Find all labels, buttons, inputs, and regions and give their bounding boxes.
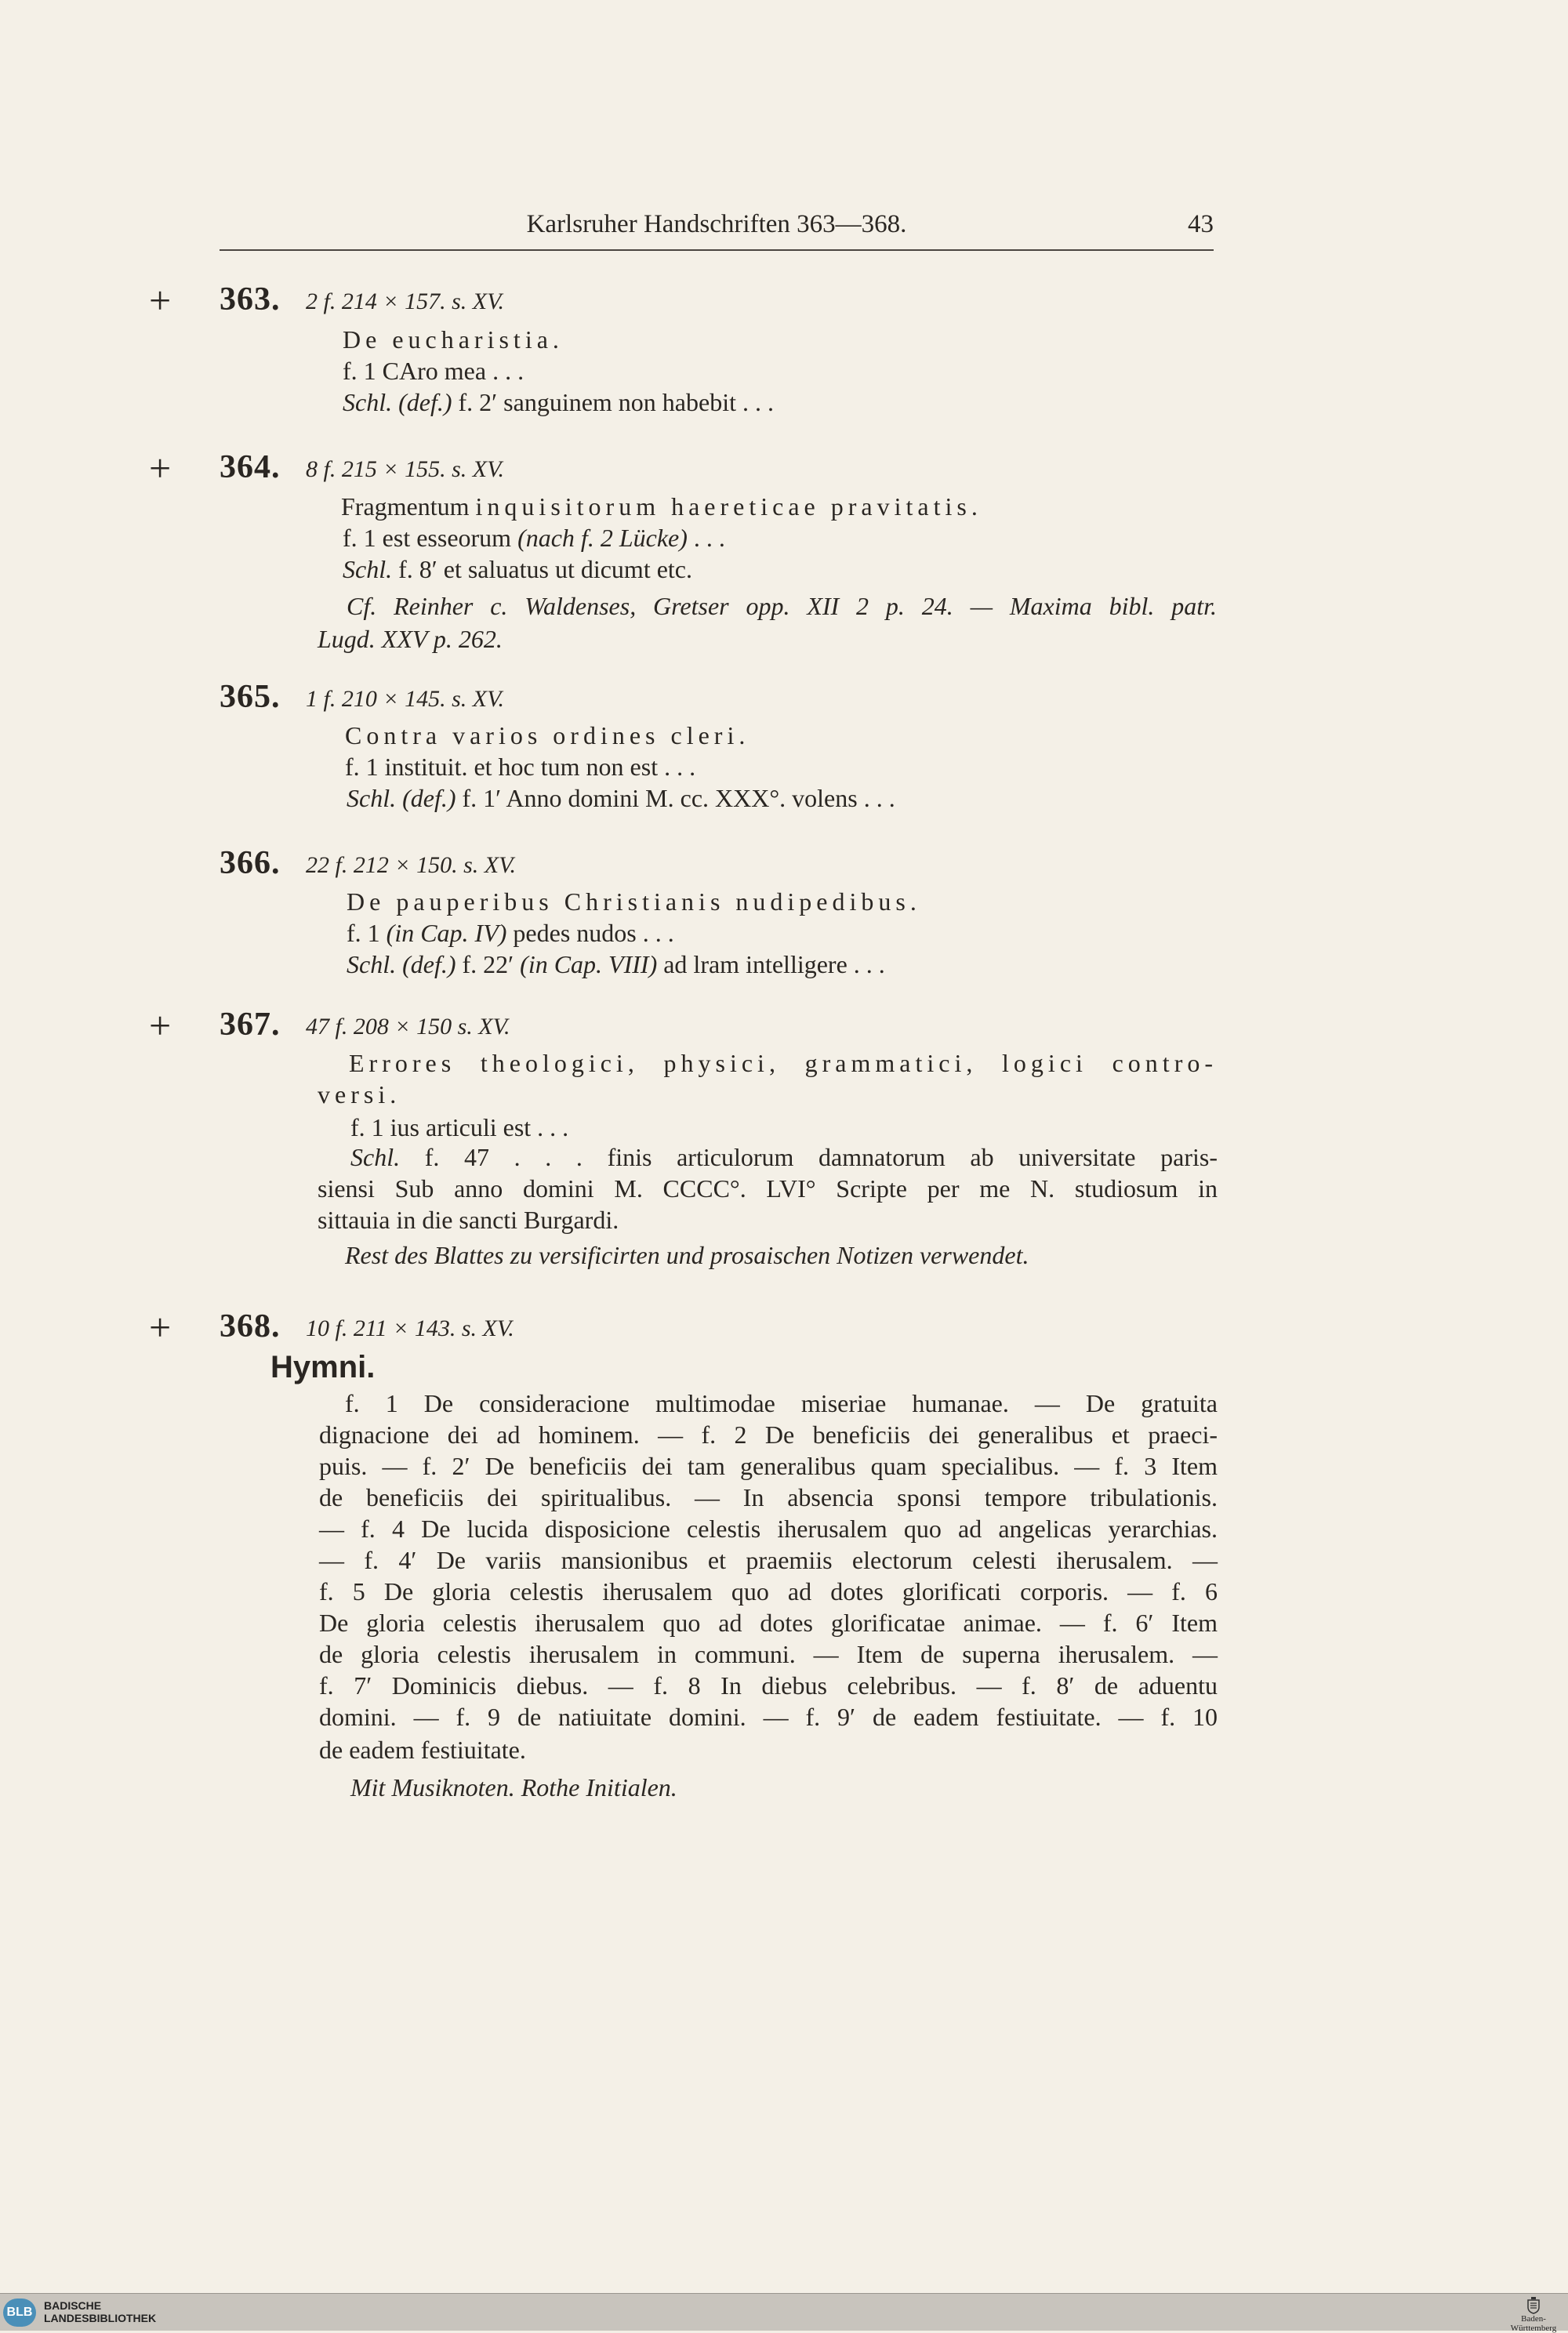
entry-explicit <box>343 555 692 584</box>
entry-title-cont: versi. <box>318 1080 401 1108</box>
entry-title: De eucharistia. <box>343 325 564 354</box>
explicit-note: (in Cap. VIII) <box>520 950 658 978</box>
entry-incipit <box>343 524 725 553</box>
entry-title: De pauperibus Christianis nudipedibus. <box>347 887 921 916</box>
entry-incipit <box>347 919 674 948</box>
explicit-text: ad lram intelligere . . . <box>657 950 885 978</box>
content-line: puis. — f. 2′ De beneficiis dei tam generalibus quam specialibus. — f. 3 Item <box>319 1452 1218 1480</box>
explicit-cont: sittauia in die sancti Burgardi. <box>318 1206 619 1234</box>
explicit-label: Schl. <box>343 555 393 583</box>
entry-note: Mit Musiknoten. Rothe Initialen. <box>350 1773 677 1801</box>
entry-reference: Cf. Reinher c. Waldenses, Gretser opp. XII 2 p. 24. — Maxima bibl. patr. <box>347 592 1217 620</box>
content-line: f. 5 De gloria celestis iherusalem quo ad dotes glorificati corporis. — f. 6 <box>319 1577 1218 1606</box>
entry-marker: + <box>149 1003 172 1047</box>
entry-incipit: f. 1 ius articuli est . . . <box>350 1113 569 1141</box>
entry-meta: 47 f. 208 × 150 s. XV. <box>306 1014 510 1040</box>
library-logo: BLB <box>3 2299 36 2327</box>
explicit-label: Schl. (def.) <box>343 388 452 416</box>
entry-meta: 10 f. 211 × 143. s. XV. <box>306 1315 514 1341</box>
library-name <box>44 2299 156 2324</box>
content-line: de eadem festiuitate. <box>319 1736 526 1764</box>
entry-note: Rest des Blattes zu versificirten und prosaischen Notizen verwendet. <box>345 1241 1029 1269</box>
entry-explicit <box>347 950 885 979</box>
running-header <box>220 210 1214 251</box>
entry-number: 366. <box>220 845 281 881</box>
coat-of-arms-icon <box>1526 2297 1541 2314</box>
viewer-footer-bar <box>0 2293 1568 2331</box>
content-line: f. 7′ Dominicis diebus. — f. 8 In diebus celebribus. — f. 8′ de aduentu <box>319 1671 1218 1700</box>
content-line: dignacione dei ad hominem. — f. 2 De beneficiis dei generalibus et praeci- <box>319 1420 1218 1449</box>
incipit-text: f. 1 <box>347 919 387 947</box>
explicit-label: Schl. (def.) <box>347 950 456 978</box>
state-name: Baden-Württemberg <box>1510 2314 1557 2333</box>
content-line: f. 1 De consideracione multimodae miseriae humanae. — De gratuita <box>345 1389 1218 1417</box>
entry-number: 365. <box>220 679 281 715</box>
incipit-note: (in Cap. IV) <box>386 919 507 947</box>
incipit-text-cont: pedes nudos . . . <box>506 919 674 947</box>
entry-reference-cont: Lugd. XXV p. 262. <box>318 625 503 653</box>
entry-marker: + <box>149 446 172 490</box>
entry-meta: 8 f. 215 × 155. s. XV. <box>306 456 505 482</box>
entry-number: 368. <box>220 1308 281 1344</box>
entry-number: 363. <box>220 281 281 317</box>
library-name-line2: LANDESBIBLIOTHEK <box>44 2312 157 2324</box>
entry-explicit <box>343 388 774 417</box>
content-line: de gloria celestis iherusalem in communi. — Item de superna iherusalem. — <box>319 1640 1218 1668</box>
explicit-text: f. 47 . . . finis articulorum damnatorum ab universitate paris- <box>400 1143 1218 1171</box>
state-logo <box>1502 2297 1565 2333</box>
incipit-note: (nach f. 2 Lücke) <box>517 524 688 552</box>
entry-number: 367. <box>220 1007 281 1043</box>
explicit-text: f. 1′ Anno domini M. cc. XXX°. volens . . . <box>456 784 895 812</box>
entry-meta: 2 f. 214 × 157. s. XV. <box>306 288 505 314</box>
explicit-cont: siensi Sub anno domini M. CCCC°. LVI° Scripte per me N. studiosum in <box>318 1174 1218 1203</box>
library-name-line1: BADISCHE <box>44 2299 102 2312</box>
title-part: Fragmentum <box>341 492 476 521</box>
title-spaced: inquisitorum haereticae pravitatis. <box>475 492 982 521</box>
header-title: Karlsruher Handschriften 363—368. <box>526 210 907 238</box>
content-line: de beneficiis dei spiritualibus. — In absencia sponsi tempore tribulationis. <box>319 1483 1218 1511</box>
entry-incipit: f. 1 CAro mea . . . <box>343 357 524 385</box>
explicit-text: f. 8′ et saluatus ut dicumt etc. <box>392 555 692 583</box>
entry-heading: Hymni. <box>270 1350 376 1384</box>
incipit-text: f. 1 est esseorum <box>343 524 518 552</box>
entry-title: Errores theologici, physici, grammatici, logici contro- <box>349 1049 1218 1077</box>
entry-meta: 1 f. 210 × 145. s. XV. <box>306 686 505 712</box>
entry-marker: + <box>149 1305 172 1349</box>
entry-incipit: f. 1 instituit. et hoc tum non est . . . <box>345 753 696 781</box>
entry-title <box>341 492 982 521</box>
content-line: domini. — f. 9 de natiuitate domini. — f. 9′ de eadem festiuitate. — f. 10 <box>319 1703 1218 1731</box>
explicit-label: Schl. (def.) <box>347 784 456 812</box>
explicit-label: Schl. <box>350 1143 401 1171</box>
content-line: — f. 4′ De variis mansionibus et praemiis electorum celesti iherusalem. — <box>319 1546 1218 1574</box>
entry-explicit <box>350 1143 1218 1172</box>
explicit-text: f. 2′ sanguinem non habebit . . . <box>452 388 774 416</box>
entry-title: Contra varios ordines cleri. <box>345 721 750 749</box>
content-line: De gloria celestis iherusalem quo ad dotes glorificatae animae. — f. 6′ Item <box>319 1609 1218 1637</box>
entry-explicit <box>347 784 895 813</box>
entry-number: 364. <box>220 449 281 485</box>
entry-marker: + <box>149 278 172 322</box>
explicit-folio: f. 22′ <box>456 950 521 978</box>
entry-meta: 22 f. 212 × 150. s. XV. <box>306 852 517 878</box>
page-number: 43 <box>1188 210 1214 238</box>
content-line: — f. 4 De lucida disposicione celestis iherusalem quo ad angelicas yerarchias. <box>319 1515 1218 1543</box>
incipit-ellipsis: . . . <box>687 524 725 552</box>
